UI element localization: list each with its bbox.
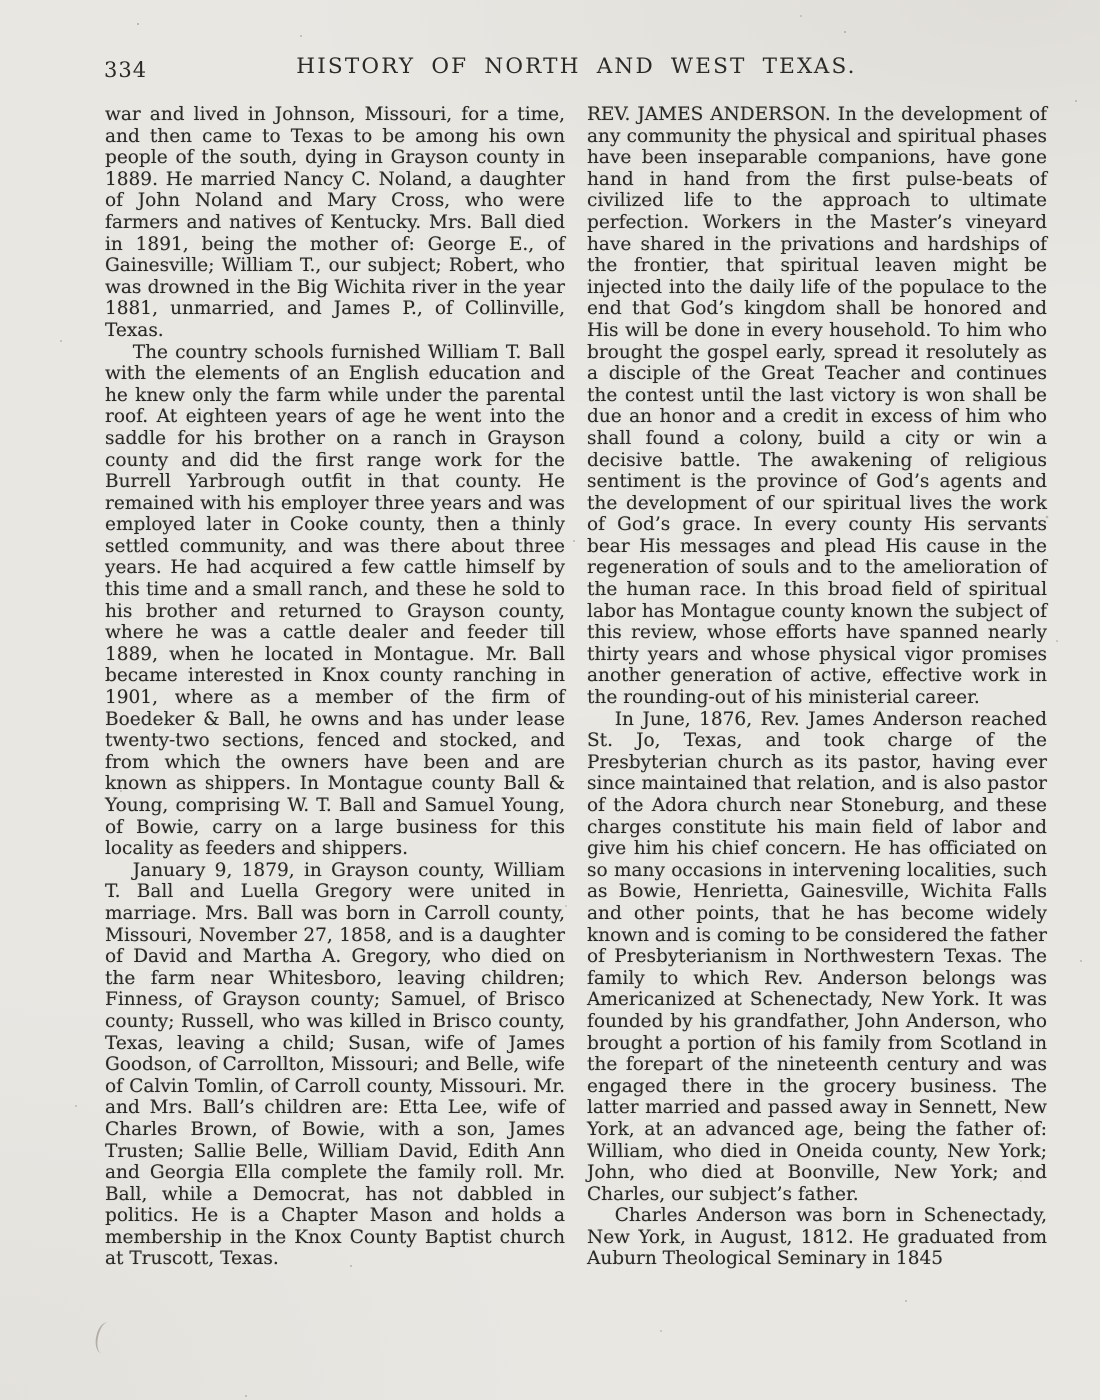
paragraph-ball-family: war and lived in Johnson, Missouri, for a time, and then came to Texas to be among his own people of the south, dying in Grayson county in 1889. He married Nancy C. Noland, a daughter of John Noland and Mary Cross, who were farmers and natives of Kentucky. Mrs. Ball died in 1891, being the mother of: George E., of Gainesville; William T., our subject; Robert, who was drowned in the Big Wichita river in the year 1881, unmarried, and James P., of Collinville, Texas. [105, 104, 565, 341]
running-head-title: HISTORY OF NORTH AND WEST TEXAS. [296, 54, 857, 79]
paragraph-charles-anderson: Charles Anderson was born in Schenectady, New York, in August, 1812. He graduated from Auburn Theological Seminary in 1845 [587, 1205, 1047, 1270]
left-column [105, 104, 565, 1270]
paper-specks [137, 23, 139, 25]
right-column [587, 104, 1047, 1270]
paragraph-ball-career: The country schools furnished William T. Ball with the elements of an English education and he knew only the farm while under the parental roof. At eighteen years of age he went into the saddle for his brother on a ranch in Grayson county and did the first range work for the Burrell Yarbrough outfit in that county. He remained with his employer three years and was employed later in Cooke county, then a thinly settled community, and was there about three years. He had acquired a few cattle himself by this time and a small ranch, and these he sold to his brother and returned to Grayson county, where he was a cattle dealer and feeder till 1889, when he located in Montague. Mr. Ball became interested in Knox county ranching in 1901, where as a member of the firm of Boedeker & Ball, he owns and has under lease twenty-two sections, fenced and stocked, and from which the owners have been and are known as shippers. In Montague county Ball & Young, comprising W. T. Ball and Samuel Young, of Bowie, carry on a large business for this locality as feeders and shippers. [105, 341, 565, 860]
paper-crease-mark [93, 1320, 117, 1355]
paragraph-anderson-ministry: In June, 1876, Rev. James Anderson reached St. Jo, Texas, and took charge of the Presbyterian church as its pastor, having ever since maintained that relation, and is also pastor of the Adora church near Stoneburg, and these charges constitute his main field of labor and give him his chief concern. He has officiated on so many occasions in intervening localities, such as Bowie, Henrietta, Gainesville, Wichita Falls and other points, that he has become widely known and is coming to be considered the father of Presbyterianism in Northwestern Texas. The family to which Rev. Anderson belongs was Americanized at Schenectady, New York. It was founded by his grandfather, John Anderson, who brought a portion of his family from Scotland in the forepart of the nineteenth century and was engaged there in the grocery business. The latter married and passed away in Sennett, New York, at an advanced age, being the father of: William, who died in Oneida county, New York; John, who died at Boonville, New York; and Charles, our subject’s father. [587, 708, 1047, 1205]
paragraph-ball-marriage: January 9, 1879, in Grayson county, William T. Ball and Luella Gregory were united in marriage. Mrs. Ball was born in Carroll county, Missouri, November 27, 1858, and is a daughter of David and Martha A. Gregory, who died on the farm near Whitesboro, leaving children; Finness, of Grayson county; Samuel, of Brisco county; Russell, who was killed in Brisco county, Texas, leaving a child; Susan, wife of James Goodson, of Carrollton, Missouri; and Belle, wife of Calvin Tomlin, of Carroll county, Missouri. Mr. and Mrs. Ball’s children are: Etta Lee, wife of Charles Brown, of Bowie, with a son, James Trusten; Sallie Belle, William David, Edith Ann and Georgia Ella complete the family roll. Mr. Ball, while a Democrat, has not dabbled in politics. He is a Chapter Mason and holds a membership in the Knox County Baptist church at Truscott, Texas. [105, 859, 565, 1270]
two-column-text-block [105, 104, 1048, 1270]
page-number: 334 [104, 58, 148, 82]
paragraph-anderson-intro: REV. JAMES ANDERSON. In the development of any community the physical and spiritual phases have been inseparable companions, have gone hand in hand from the first pulse-beats of civilized life to the approach to ultimate perfection. Workers in the Master’s vineyard have shared in the privations and hardships of the frontier, that spiritual leaven might be injected into the daily life of the populace to the end that God’s kingdom shall be honored and His will be done in every household. To him who brought the gospel early, spread it resolutely as a disciple of the Great Teacher and continues the contest until the last victory is won shall be due an honor and a credit in excess of him who shall found a colony, build a city or win a decisive battle. The awakening of religious sentiment is the province of God’s agents and the development of our spiritual lives the work of God’s grace. In every county His servants bear His messages and plead His cause in the regeneration of souls and to the amelioration of the human race. In this broad field of spiritual labor has Montague county known the subject of this review, whose efforts have spanned nearly thirty years and whose physical vigor promises another generation of active, effective work in the rounding-out of his ministerial career. [587, 104, 1047, 709]
